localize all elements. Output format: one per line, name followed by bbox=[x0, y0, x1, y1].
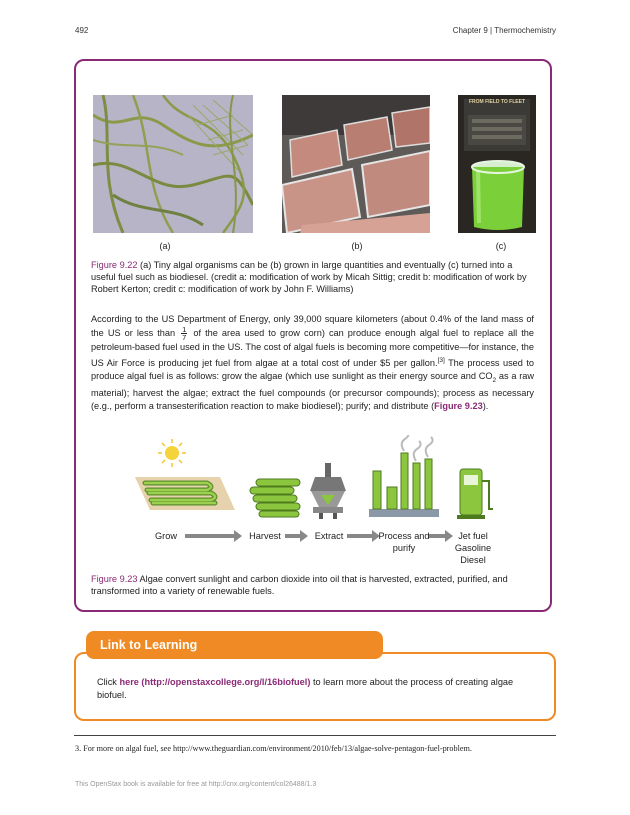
step-extract-label: Extract bbox=[314, 531, 344, 541]
harvest-bundle-icon bbox=[250, 479, 300, 517]
photo-c-label: (c) bbox=[495, 241, 507, 251]
figure-922-caption-text: (a) Tiny algal organisms can be (b) grown in large quantities and eventually (c) turned into a useful fuel such as biodiesel. (credit a: modification of work by Micah Sittig; credit b: modification of work by Robert Kerton; credit c: modification of work by John F. Williams) bbox=[91, 260, 527, 294]
ltl-text-before: Click bbox=[97, 677, 120, 687]
link-to-learning-title: Link to Learning bbox=[86, 631, 383, 659]
body-paragraph bbox=[91, 313, 534, 413]
algae-process-diagram bbox=[125, 435, 505, 525]
extractor-icon bbox=[310, 463, 346, 519]
paragraph-text-4: as a raw material); harvest the algae; extract the fuel compounds (or precursor compounds); process as necessary (e.g., perform a transesterification reaction to make biodiesel); purify; and distribute ( bbox=[91, 371, 534, 411]
photo-b-label: (b) bbox=[351, 241, 363, 251]
figure-922-label: Figure 9.22 bbox=[91, 260, 138, 270]
footnote-3: 3. For more on algal fuel, see http://www.theguardian.com/environment/2010/feb/13/algae-solve-pentagon-fuel-problem. bbox=[75, 744, 472, 753]
step-process-label: Process and purify bbox=[378, 531, 430, 553]
figure-923-label: Figure 9.23 bbox=[91, 574, 138, 584]
figure-923-caption-text: Algae convert sunlight and carbon dioxide into oil that is harvested, extracted, purified, and transformed into a variety of renewable fuels. bbox=[91, 574, 508, 596]
fraction-numerator: 1 bbox=[182, 325, 187, 334]
figure-923-caption bbox=[91, 573, 534, 597]
paragraph-text-2: of the area used to grow corn) can produce enough algal fuel to replace all the petroleum-based fuel used in the US. The cost of algal fuels is becoming more competitive—for instance, the US Air Force is producing jet fuel from algae at a total cost of under $5 per gallon. bbox=[91, 327, 534, 369]
step-grow-label: Grow bbox=[155, 531, 177, 541]
jar-sign-text: FROM FIELD TO FLEET bbox=[468, 99, 525, 105]
paragraph-text-3: The process used to produce algal fuel is as follows: grow the algae (which use sunlight as their energy source and CO bbox=[91, 358, 534, 382]
sun-icon bbox=[158, 439, 186, 467]
step-harvest-label: Harvest bbox=[249, 531, 281, 541]
fraction-denominator: 7 bbox=[182, 333, 187, 342]
figure-923-link[interactable]: Figure 9.23 bbox=[434, 400, 483, 411]
photo-a-label: (a) bbox=[159, 241, 171, 251]
biodiesel-jar-photo bbox=[458, 95, 536, 233]
co2-subscript: 2 bbox=[492, 376, 497, 384]
algae-microscope-photo bbox=[93, 95, 253, 233]
fraction-one-seventh bbox=[181, 326, 187, 341]
figure-922-caption bbox=[91, 259, 534, 295]
paragraph-text-1: According to the US Department of Energy, only 39,000 square kilometers (about 0.4% of the land mass of the US or less than bbox=[91, 314, 534, 338]
algae-ponds-photo bbox=[282, 95, 430, 233]
step-fuel-label: Jet fuel Gasoline Diesel bbox=[454, 531, 492, 565]
page-footer: This OpenStax book is available for free at http://cnx.org/content/col26488/1.3 bbox=[75, 781, 317, 788]
footnote-ref[interactable]: [3] bbox=[437, 357, 445, 364]
paragraph-text-5: ). bbox=[482, 400, 489, 411]
running-header: Chapter 9 | Thermochemistry bbox=[452, 26, 556, 35]
refinery-icon bbox=[369, 435, 439, 517]
link-to-learning-text bbox=[97, 676, 527, 702]
ltl-text-after: to learn more about the process of creating algae biofuel. bbox=[97, 677, 514, 700]
algae-pond-icon bbox=[135, 477, 235, 510]
page-number: 492 bbox=[75, 26, 89, 35]
biofuel-link[interactable]: here (http://openstaxcollege.org/l/16biofuel) bbox=[119, 677, 311, 687]
fuel-pump-icon bbox=[457, 469, 493, 519]
footnote-divider bbox=[74, 735, 556, 736]
